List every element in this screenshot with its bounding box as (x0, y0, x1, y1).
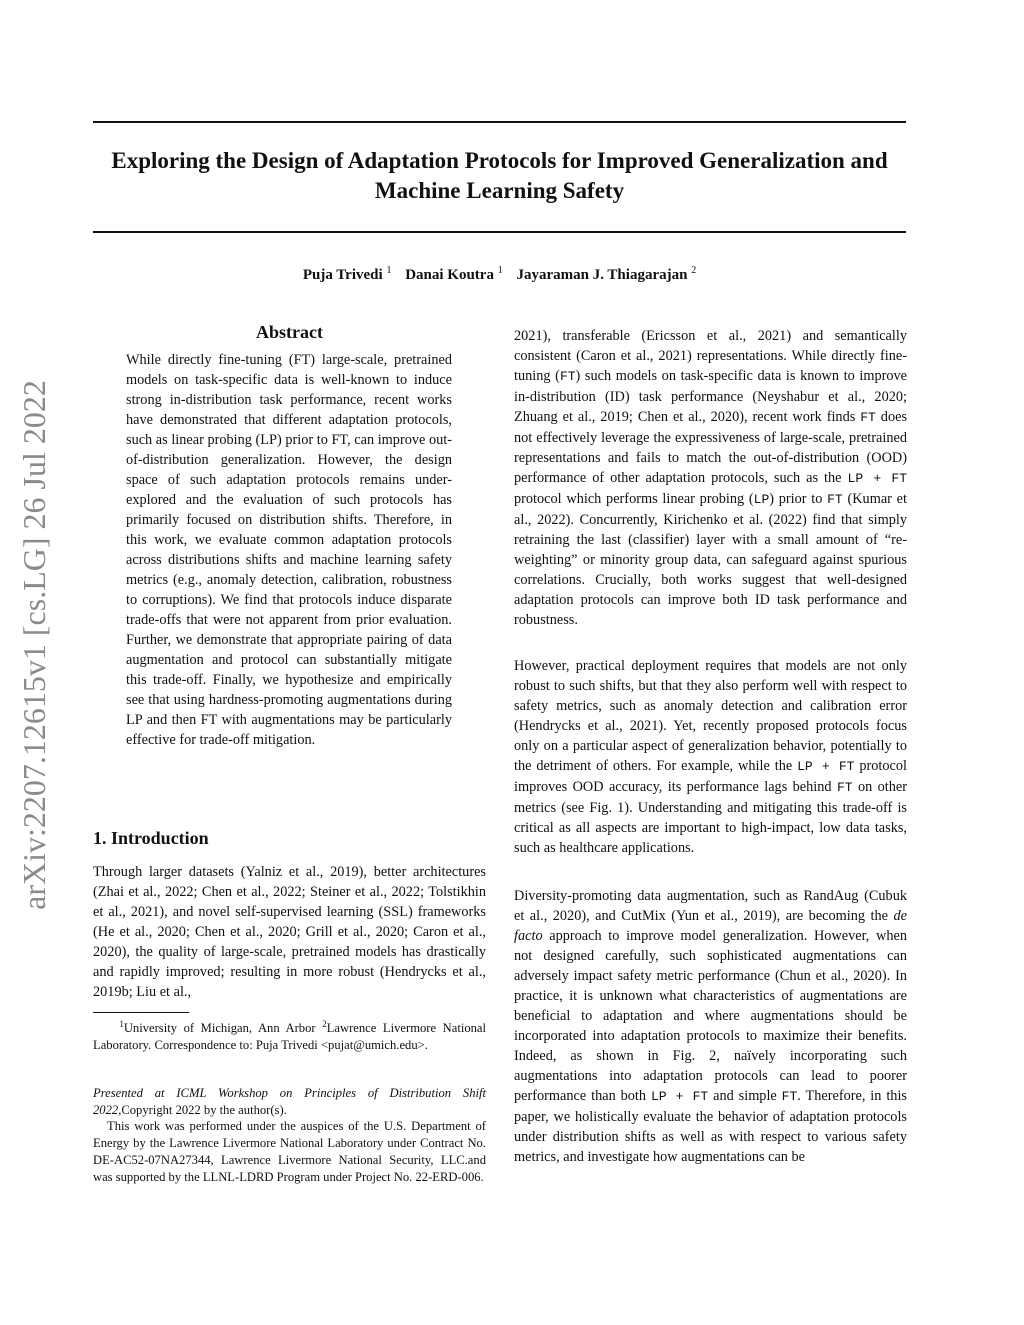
code-ft: FT (559, 369, 576, 384)
arxiv-watermark: arXiv:2207.12615v1 [cs.LG] 26 Jul 2022 (16, 380, 52, 910)
footnote-affiliations: $^1$University of Michigan, Ann Arbor $^2$Lawrence Livermore National Laboratory. Correspondence to: Puja Trivedi <pujat@umich.edu>. (93, 1019, 487, 1053)
intro-text: Through larger datasets (Yalniz et al., 2019), better architectures (Zhai et al., 2022; Chen et al., 2022; Steiner et al., 2022; Tolstikhin et al., 2021), and novel self-supervised learning (SSL) frameworks (He et al., 2020; Chen et al., 2020; Grill et al., 2020; Caron et al., 2020), the quality of large-scale, pretrained models has drastically and rapidly improved; resulting in more robust (Hendrycks et al., 2019b; Liu et al., (93, 864, 486, 1000)
author-1: Puja Trivedi $^1$ (302, 265, 392, 283)
author-list (93, 265, 906, 284)
code-ft: FT (836, 780, 853, 795)
author-2: Danai Koutra $^1$ (405, 265, 503, 283)
abstract-text: While directly fine-tuning (FT) large-scale, pretrained models on task-specific data is well-known to induce strong in-distribution task performance, recent works have demonstrated that different adaptation protocols, such as linear probing (LP) prior to FT, can improve out-of-distribution generalization. However, the design space of such adaptation protocols remains under-explored and the evaluation of such protocols has primarily focused on distribution shifts. Therefore, in this work, we evaluate common adaptation protocols across distributions shifts and machine learning safety metrics (e.g., anomaly detection, calibration, robustness to corruptions). We find that protocols induce disparate trade-offs that were not apparent from prior evaluation. Further, we demonstrate that appropriate pairing of data augmentation and protocol can substantially mitigate this trade-off. Finally, we hypothesize and empirically see that using hardness-promoting augmentations during LP and then FT with augmentations may be particularly effective for trade-off mitigation. (126, 352, 452, 748)
code-lp-ft: LP + FT (650, 1089, 709, 1104)
footnote-funding: This work was performed under the auspices of the U.S. Department of Energy by the Lawrence Livermore National Laboratory under Contract No. DE-AC52-07NA27344, Lawrence Livermore National Security, LLC.and was supported by the LLNL-LDRD Program under Project No. 22-ERD-006. (93, 1119, 486, 1184)
code-ft: FT (827, 492, 843, 507)
code-lp-ft: LP + FT (797, 759, 855, 774)
introduction-paragraph (93, 862, 486, 1002)
paper-title: Exploring the Design of Adaptation Protocols for Improved Generalization and Machine Learning Safety (111, 148, 888, 203)
title-rule-top (93, 121, 906, 123)
abstract-body (126, 350, 452, 750)
footnote-venue: Presented at ICML Workshop on Principles of Distribution Shift 2022,Copyright 2022 by the author(s). (93, 1086, 486, 1117)
footnote-rule (93, 1012, 189, 1013)
code-ft: FT (781, 1089, 798, 1104)
section-heading-introduction: 1. Introduction (93, 828, 209, 848)
col2-paragraph-3: Diversity-promoting data augmentation, such as RandAug (Cubuk et al., 2020), and CutMix (Yun et al., 2019), are becoming the de facto approach to improve model generalization. However, when not designed carefully, such sophisticated augmentations can adversely impact safety metric performance (Chun et al., 2020). In practice, it is unknown what characteristics of augmentations are beneficial to adaptation and where augmentations should be incorporated into adaptation protocols to maximize their benefits. Indeed, as shown in Fig. 2, naïvely incorporating such augmentations into adaptation protocols can lead to poorer performance than both LP + FT and simple FT. Therefore, in this paper, we holistically evaluate the behavior of adaptation protocols under distribution shifts as well as with respect to various safety metrics, and investigate how augmentations can be (514, 888, 907, 1165)
col2-paragraph-1: 2021), transferable (Ericsson et al., 2021) and semantically consistent (Caron et al., 2021) representations. While directly fine-tuning (FT) such models on task-specific data is known to improve in-distribution (ID) task performance (Neyshabur et al., 2020; Zhuang et al., 2019; Chen et al., 2020), recent work finds FT does not effectively leverage the expressiveness of large-scale, pretrained representations and fails to match the out-of-distribution (OOD) performance of other adaptation protocols, such as the LP + FT protocol which performs linear probing (LP) prior to FT (Kumar et al., 2022). Concurrently, Kirichenko et al. (2022) find that simply retraining the last (classifier) layer with a small amount of “re-weighting” or minority group data, can safeguard against spurious correlations. Crucially, both works suggest that well-designed adaptation protocols can improve both ID task performance and robustness. (514, 328, 908, 628)
col2-paragraph-2: However, practical deployment requires that models are not only robust to such shifts, but that they also perform well with respect to safety metrics, such as anomaly detection and calibration error (Hendrycks et al., 2021). Yet, recently proposed protocols focus only on a particular aspect of generalization behavior, potentially to the detriment of others. For example, while the LP + FT protocol improves OOD accuracy, its performance lags behind FT on other metrics (see Fig. 1). Understanding and mitigating this trade-off is critical as all aspects are important to high-impact, low data tasks, such as healthcare applications. (514, 658, 907, 856)
title-rule-bottom (93, 231, 906, 233)
code-lp-ft: LP + FT (847, 471, 907, 486)
code-ft: FT (860, 410, 876, 425)
abstract-heading: Abstract (256, 322, 323, 342)
code-lp: LP (753, 492, 770, 507)
author-3: Jayaraman J. Thiagarajan $^2$ (516, 265, 697, 283)
